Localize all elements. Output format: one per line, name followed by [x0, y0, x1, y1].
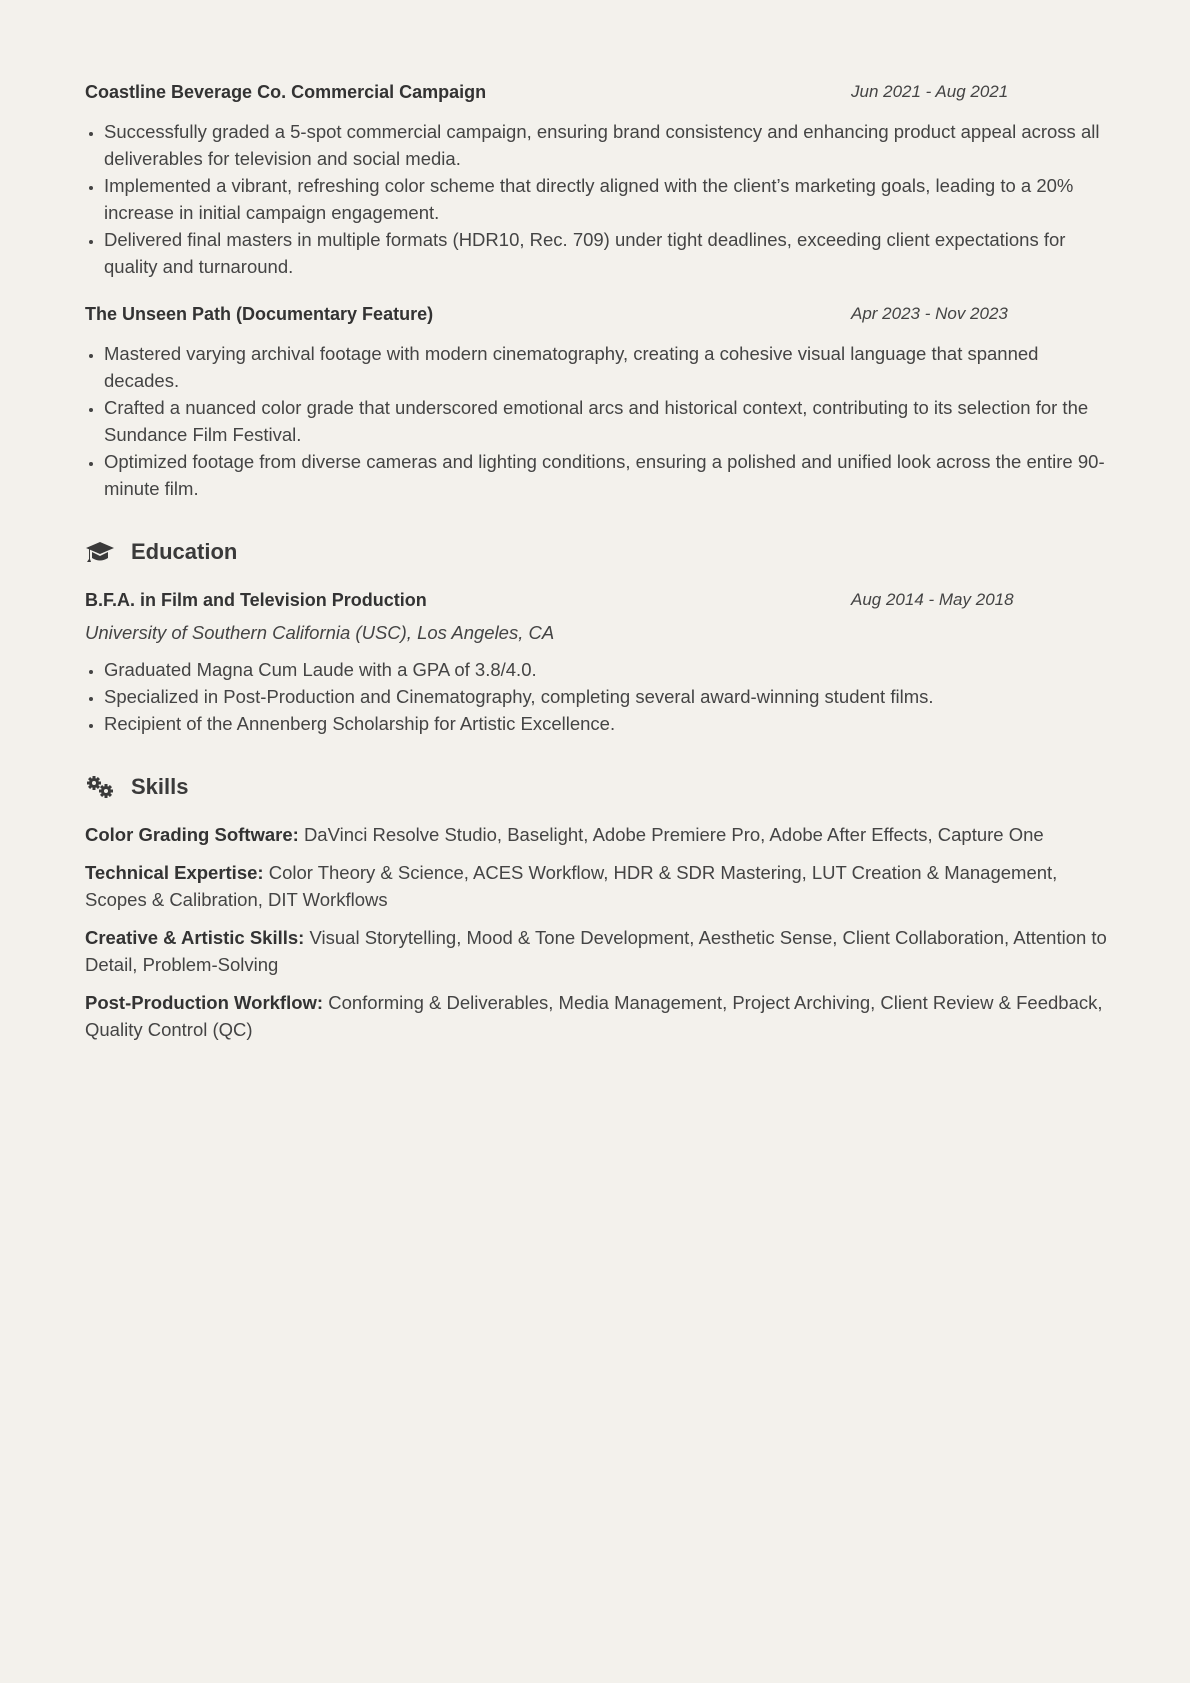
skill-label: Technical Expertise: [85, 862, 264, 883]
list-item: • Mastered varying archival footage with modern cinematography, creating a cohesive visual language that spanned decades. [104, 340, 1110, 394]
graduation-cap-icon [85, 540, 115, 564]
degree-title: B.F.A. in Film and Television Production [85, 589, 427, 610]
skill-value: Visual Storytelling, Mood & Tone Development, Aesthetic Sense, Client Collaboration, Attention to Detail, Problem-Solving [85, 927, 1107, 975]
education-heading [85, 536, 1110, 568]
skill-value: Color Theory & Science, ACES Workflow, HDR & SDR Mastering, LUT Creation & Management, Scopes & Calibration, DIT Workflows [85, 862, 1058, 910]
school-name: University of Southern California (USC), Los Angeles, CA [85, 622, 555, 643]
skill-label: Post-Production Workflow: [85, 992, 324, 1013]
skill-value: Conforming & Deliverables, Media Management, Project Archiving, Client Review & Feedback, Quality Control (QC) [85, 992, 1103, 1040]
skill-row [85, 989, 1110, 1043]
skill-row [85, 859, 1110, 913]
experience-entry [85, 300, 1110, 502]
bullet-list [85, 340, 1110, 502]
bullet-list [85, 656, 1110, 737]
experience-entry [85, 78, 1110, 280]
education-entry [85, 586, 1110, 737]
entry-title: Coastline Beverage Co. Commercial Campaign [85, 81, 487, 102]
list-item: • Graduated Magna Cum Laude with a GPA of 3.8/4.0. [104, 656, 1110, 683]
gears-icon [85, 775, 115, 799]
skill-row [85, 821, 1110, 848]
skills-heading [85, 771, 1110, 803]
resume-page [85, 78, 1110, 1054]
skill-label: Color Grading Software: [85, 824, 299, 845]
entry-date: Aug 2014 - May 2018 [851, 590, 1014, 609]
list-item: • Implemented a vibrant, refreshing color scheme that directly aligned with the client’s marketing goals, leading to a 20% increase in initial campaign engagement. [104, 172, 1110, 226]
entry-date: Jun 2021 - Aug 2021 [851, 82, 1009, 101]
entry-date: Apr 2023 - Nov 2023 [851, 304, 1008, 323]
list-item: • Recipient of the Annenberg Scholarship for Artistic Excellence. [104, 710, 1110, 737]
skill-row [85, 924, 1110, 978]
skill-value: DaVinci Resolve Studio, Baselight, Adobe Premiere Pro, Adobe After Effects, Capture One [303, 824, 1044, 845]
list-item: • Optimized footage from diverse cameras and lighting conditions, ensuring a polished and unified look across the entire 90-minute film. [104, 448, 1110, 502]
list-item: • Specialized in Post-Production and Cinematography, completing several award-winning student films. [104, 683, 1110, 710]
section-title: Education [131, 539, 238, 564]
list-item: • Successfully graded a 5-spot commercial campaign, ensuring brand consistency and enhancing product appeal across all deliverables for television and social media. [104, 118, 1110, 172]
entry-title: The Unseen Path (Documentary Feature) [85, 303, 434, 324]
skill-label: Creative & Artistic Skills: [85, 927, 305, 948]
list-item: • Crafted a nuanced color grade that underscored emotional arcs and historical context, contributing to its selection for the Sundance Film Festival. [104, 394, 1110, 448]
bullet-list [85, 118, 1110, 280]
list-item: • Delivered final masters in multiple formats (HDR10, Rec. 709) under tight deadlines, exceeding client expectations for quality and turnaround. [104, 226, 1110, 280]
section-title: Skills [131, 774, 189, 799]
